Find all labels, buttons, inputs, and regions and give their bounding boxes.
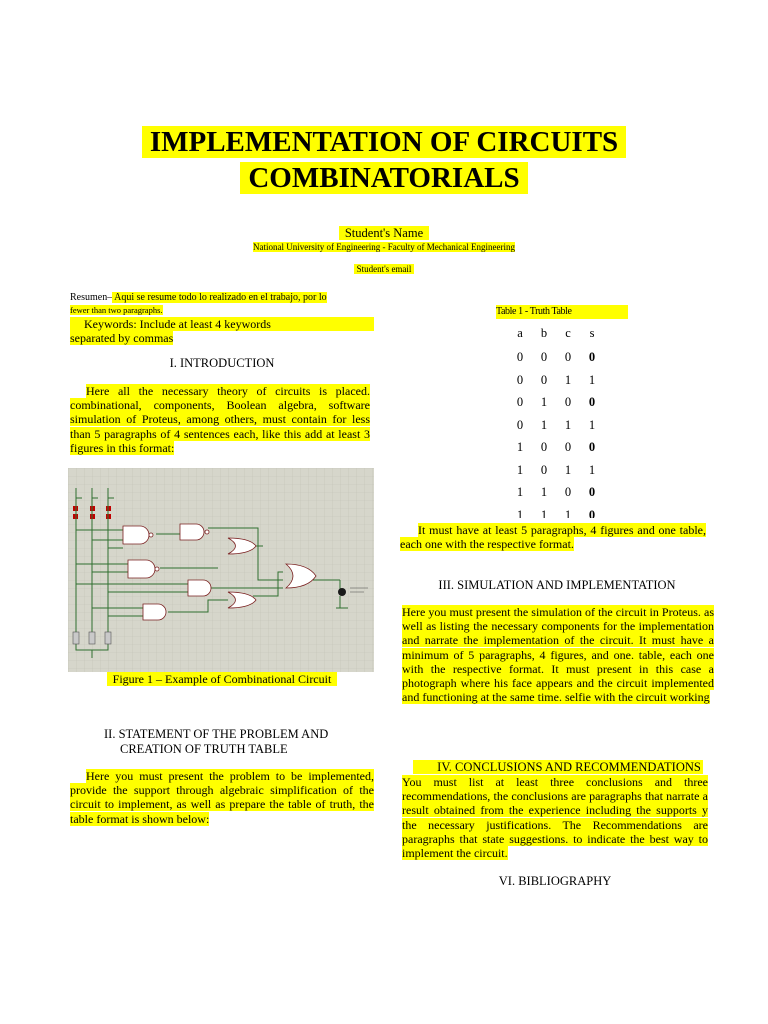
title-line-2 [0,160,768,196]
section-2-heading-line-1: II. STATEMENT OF THE PROBLEM AND [104,727,329,741]
abstract [70,292,374,317]
section-4-heading [402,760,714,775]
intro-paragraph [70,384,370,455]
section-3-paragraph [402,605,714,704]
section-2-paragraph [70,769,374,826]
table-row: 1 0 1 1 [516,462,596,477]
truth-table [508,320,604,518]
truth-table-header [508,320,604,346]
table-row: 0 0 0 0 [516,350,596,364]
figure-1-caption-text: Figure 1 – Example of Combinational Circuit [107,672,338,686]
abstract-text: Aqui se resume todo lo realizado en el trabajo, por lo [112,292,327,303]
abstract-text-2: fewer than two paragraphs. [70,305,163,315]
affiliation [0,242,768,252]
title-line-1 [0,124,768,160]
section-4-paragraph-text: You must list at least three conclusions and three recommendations, the conclusions are paragraphs that narrate a result obtained from the experience including the supports y the necessary justifications. The Recommendations are paragraphs that state suggestions. to indicate the best way to implement the circuit. [402,775,708,861]
header-c: c [565,326,571,340]
table-row: 1 1 1 0 [516,507,596,518]
table-row: 0 1 0 0 [516,395,596,409]
figure-1-caption [70,672,374,686]
student-name-text: Student's Name [339,226,429,240]
table-row: 0 0 1 1 [516,372,596,387]
table-1-after-text [400,523,706,551]
figure-1-schematic [68,468,374,672]
title-line-2-text: COMBINATORIALS [240,162,527,194]
section-3-paragraph-text: Here you must present the simulation of the circuit in Proteus. as well as listing the necessary components for the implementation and narrate the implementation of the circuit. It must have a minimum of 5 paragraphs, 4 figures, and one. table, each one with the respective format. It must present in this case a photograph where his face appears and the circuit implemented and functioning at the same time. selfie with the circuit working [402,605,714,705]
intro-heading: I. INTRODUCTION [169,356,275,370]
keywords [70,317,374,345]
circuit-schematic-image [68,468,374,672]
keywords-line-1: Keywords: Include at least 4 keywords [70,317,374,331]
table-row: 1 1 0 0 [516,485,596,499]
student-name [0,226,768,241]
section-6-heading: VI. BIBLIOGRAPHY [498,874,612,888]
section-4-paragraph [402,775,708,860]
section-2-heading [104,727,384,756]
table-row: 1 0 0 0 [516,440,596,454]
intro-paragraph-text: Here all the necessary theory of circuits is placed. combinational, components, Boolean algebra, software simulation of Proteus, among others, must contain for less than 5 paragraphs of 4 sentences each, like this add at least 3 figures in this format: [70,384,370,455]
section-2-paragraph-text: Here you must present the problem to be implemented, provide the support through algebraic simplification of the circuit to implement, as well as prepare the table of truth, the table format is shown below: [70,769,374,826]
section-3-heading: III. SIMULATION AND IMPLEMENTATION [438,578,676,592]
student-email-text: Student's email [354,264,415,274]
table-row: 0 1 1 1 [516,417,596,432]
section-2-heading-line-2: CREATION OF TRUTH TABLE [120,741,288,756]
student-email [0,264,768,274]
keywords-line-2: separated by commas [70,331,174,346]
section-4-heading-text: IV. CONCLUSIONS AND RECOMMENDATIONS [413,760,703,774]
header-b: b [540,326,548,340]
header-s: s [589,326,595,340]
table-1-after-text-content: It must have at least 5 paragraphs, 4 figures and one table, each one with the respective format. [400,523,706,552]
header-a: a [517,326,523,340]
table-1-caption: Table 1 - Truth Table [496,305,628,319]
affiliation-text: National University of Engineering - Faculty of Mechanical Engineering [253,242,515,252]
title-line-1-text: IMPLEMENTATION OF CIRCUITS [142,126,626,158]
abstract-label: Resumen– [70,292,113,303]
